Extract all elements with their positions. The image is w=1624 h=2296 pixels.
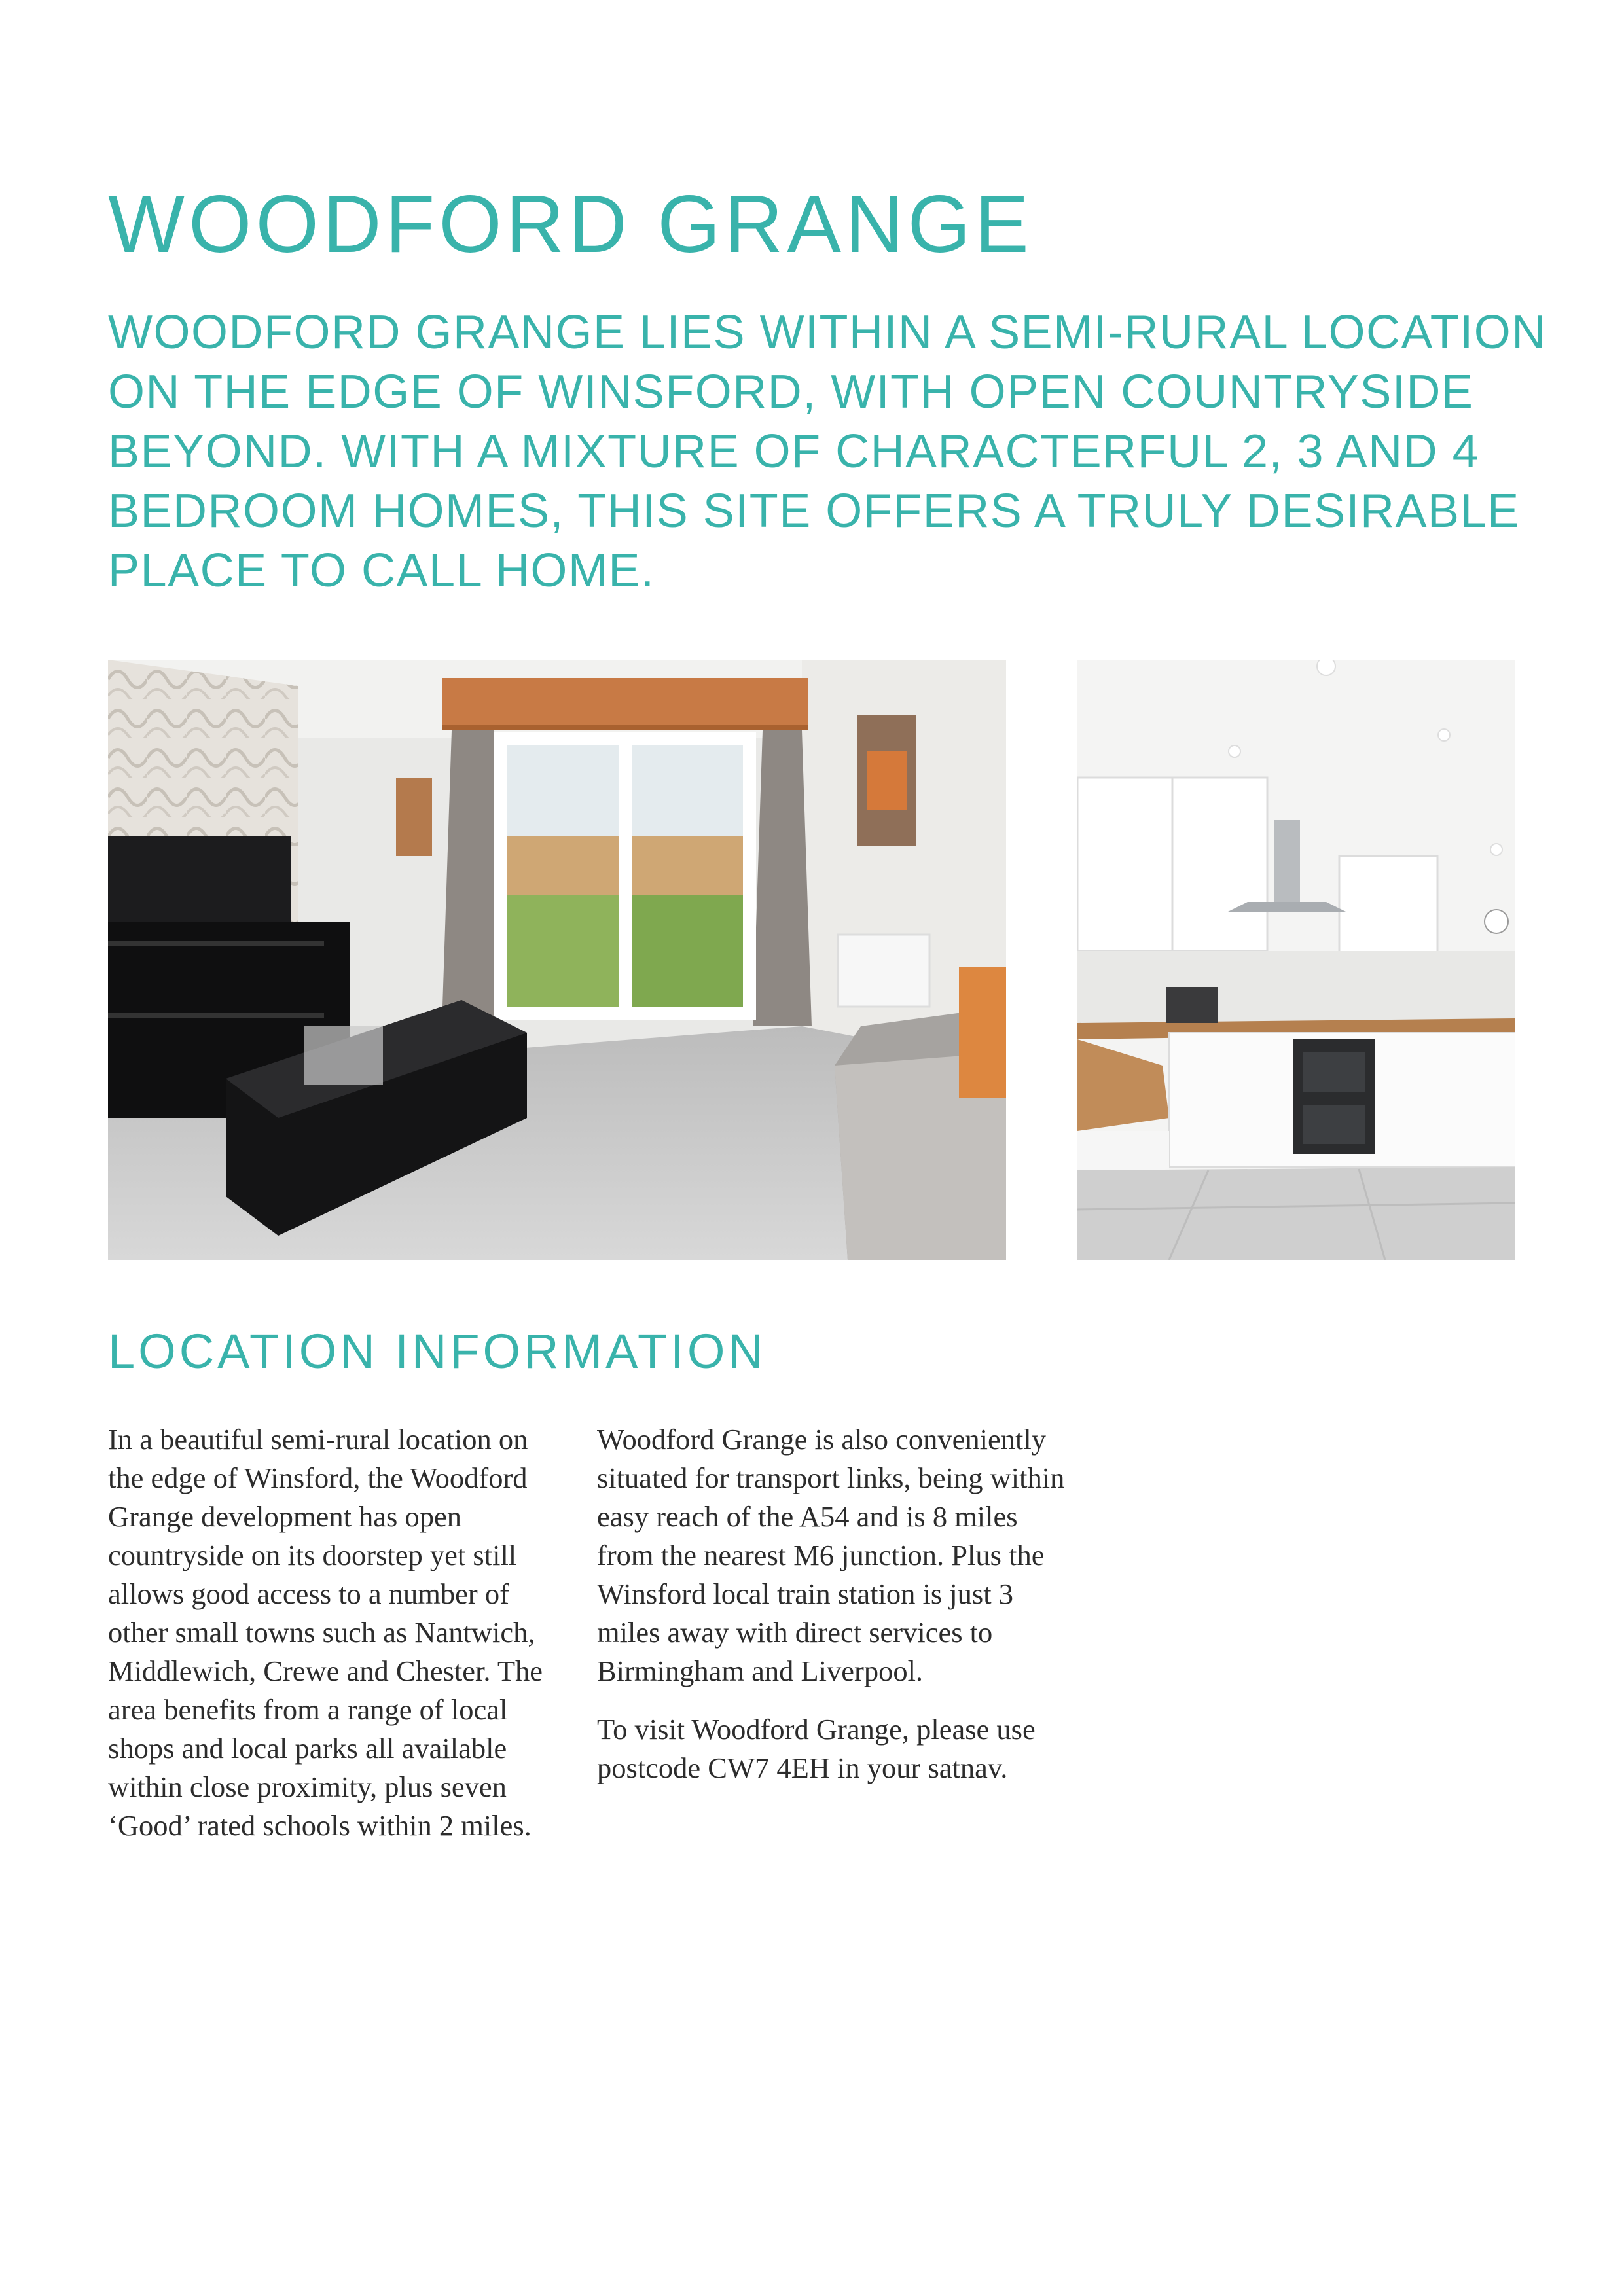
location-left-column: [108, 1420, 560, 1865]
location-paragraph-1: In a beautiful semi-rural location on the edge of Winsford, the Woodford Grange development has open countryside on its doorstep yet still allows good access to a number of other small towns such as Nantwich, Middlewich, Crewe and Chester. The area benefits from a range of local shops and local parks all available within close proximity, plus seven ‘Good’ rated schools within 2 miles.: [108, 1423, 543, 1842]
location-paragraph-3: To visit Woodford Grange, please use postcode CW7 4EH in your satnav.: [597, 1713, 1036, 1784]
living-room-photo: [108, 660, 1006, 1260]
location-heading: LOCATION INFORMATION: [108, 1324, 767, 1378]
location-right-column: [597, 1420, 1068, 1807]
page-title: WOODFORD GRANGE: [108, 179, 1033, 270]
kitchen-photo: [1077, 660, 1515, 1260]
location-paragraph-2: Woodford Grange is also conveniently situated for transport links, being within easy reach of the A54 and is 8 miles from the nearest M6 junction. Plus the Winsford local train station is just 3 miles away with direct services to Birmingham and Liverpool.: [597, 1423, 1065, 1687]
intro-text: WOODFORD GRANGE LIES WITHIN A SEMI-RURAL LOCATION ON THE EDGE OF WINSFORD, WITH OPEN COUNTRYSIDE BEYOND. WITH A MIXTURE OF CHARACTERFUL 2, 3 AND 4 BEDROOM HOMES, THIS SITE OFFERS A TRULY DESIRABLE PLACE TO CALL HOME.: [108, 306, 1547, 597]
living-room-illustration: [108, 660, 1006, 1260]
kitchen-illustration: [1077, 660, 1515, 1260]
